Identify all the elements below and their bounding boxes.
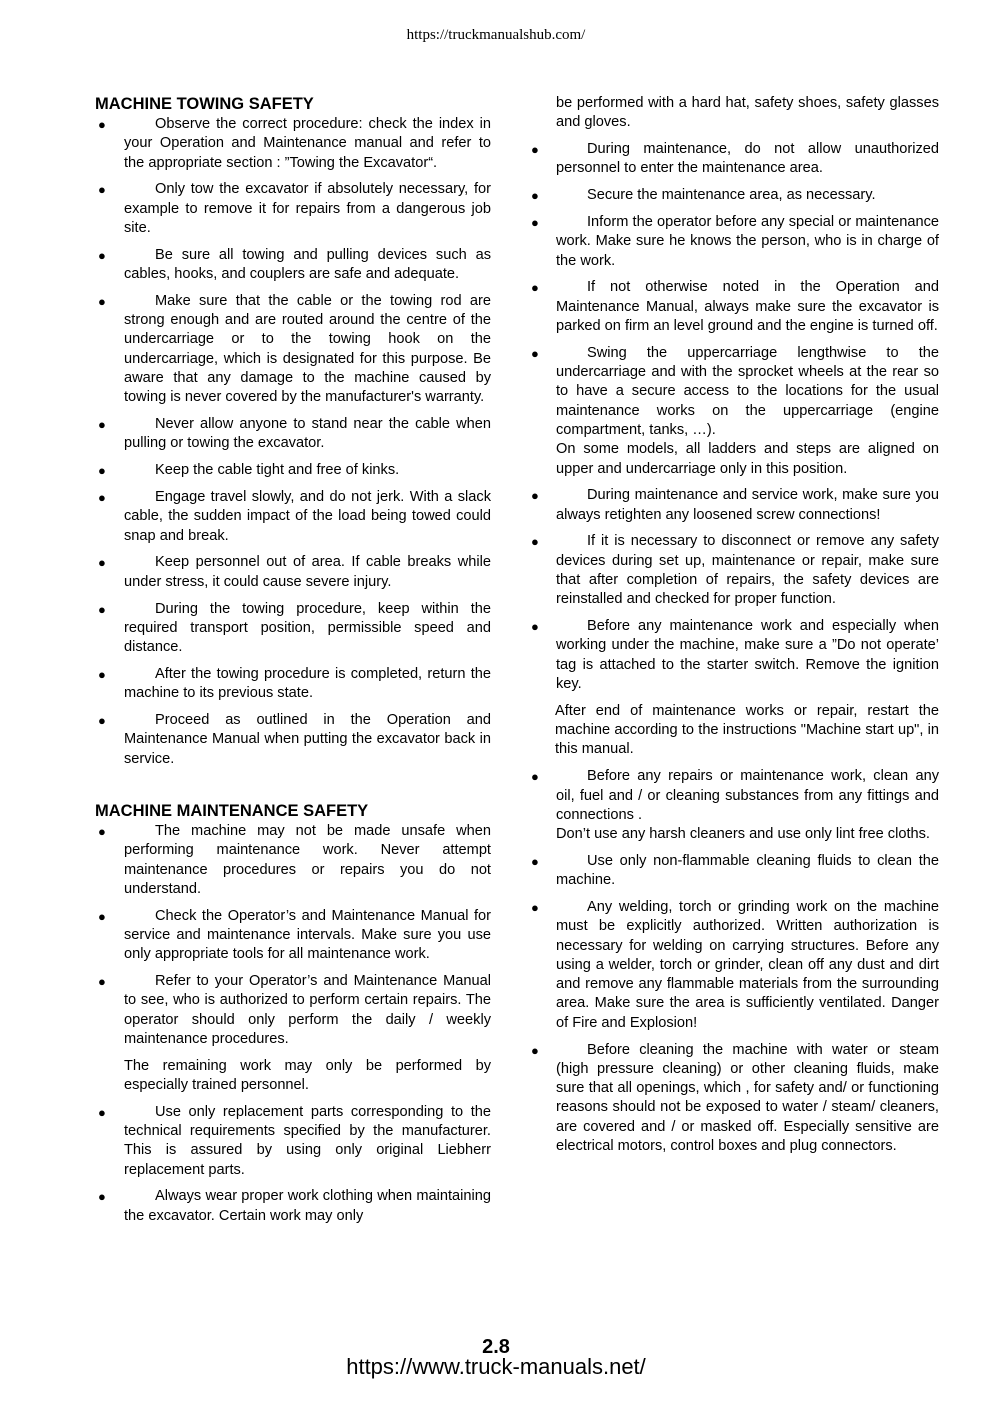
list-item-text: Keep personnel out of area. If cable breaks while under stress, it could cause severe injury. — [124, 554, 491, 590]
maintenance-safety-list — [95, 822, 491, 1049]
bullet-icon: ● — [98, 555, 106, 571]
list-item — [95, 822, 491, 899]
list-item-text: Keep the cable tight and free of kinks. — [155, 462, 400, 479]
list-item-text: During maintenance and service work, make sure you always retighten any loosened screw connections! — [556, 487, 939, 523]
clean-item-text: Before any repairs or maintenance work, clean any oil, fuel and / or cleaning substances from any fittings and connections . — [556, 768, 939, 823]
bullet-icon: ● — [98, 117, 106, 132]
bullet-icon: ● — [531, 188, 539, 204]
list-item-text: Refer to your Operator’s and Maintenance Manual to see, who is authorized to perform certain repairs. The operator should only perform the daily / weekly maintenance procedures. — [124, 972, 491, 1047]
list-item — [527, 186, 939, 205]
bullet-icon: ● — [98, 666, 106, 682]
list-item-text: Always wear proper work clothing when maintaining the excavator. Certain work may only — [124, 1188, 491, 1224]
list-item — [527, 852, 939, 891]
bullet-icon: ● — [531, 214, 539, 230]
list-item-text: Be sure all towing and pulling devices such as cables, hooks, and couplers are safe and adequate. — [124, 246, 491, 283]
list-item — [527, 344, 939, 479]
maintenance-safety-list-continued — [95, 1103, 491, 1226]
bullet-icon: ● — [98, 1189, 106, 1205]
list-item — [527, 140, 939, 179]
list-item-text: Use only replacement parts corresponding to the technical requirements specified by the manufacturer. This is assured by using only original Liebherr replacement parts. — [124, 1103, 491, 1178]
list-item — [95, 665, 491, 704]
list-item-text: Before any maintenance work and especially when working under the machine, make sure a ”Do not operate’ tag is attached to the starter switch. Remove the ignition key. — [556, 618, 939, 693]
right-list-b — [527, 486, 939, 694]
list-item — [527, 617, 939, 694]
list-item-text: The machine may not be made unsafe when performing maintenance work. Never attempt maintenance procedures or repairs you do not understand. — [124, 822, 491, 897]
bullet-icon: ● — [531, 280, 539, 296]
towing-safety-heading: MACHINE TOWING SAFETY — [95, 95, 314, 113]
continued-paragraph: be performed with a hard hat, safety shoes, safety glasses and gloves. — [556, 95, 939, 131]
bullet-icon: ● — [531, 769, 539, 785]
right-list-a — [527, 140, 939, 336]
list-item — [527, 486, 939, 525]
left-column — [95, 94, 491, 1234]
list-item — [95, 553, 491, 592]
list-item-text: Make sure that the cable or the towing rod are strong enough and are routed around the centre of the undercarriage or to the towing hook on the undercarriage, which is designated for this purpose. Be aware that any damage to the machine caused by towing is never covered by the manufacturer's warranty. — [124, 292, 491, 406]
list-item — [95, 907, 491, 965]
list-item-text: Only tow the excavator if absolutely necessary, for example to remove it for repairs from a dangerous job site. — [124, 181, 491, 236]
bullet-icon: ● — [531, 488, 539, 504]
list-item — [95, 488, 491, 546]
list-item — [527, 898, 939, 1033]
list-item-text: Use only non-flammable cleaning fluids to clean the machine. — [556, 852, 939, 889]
list-item — [527, 213, 939, 271]
bullet-icon: ● — [98, 973, 106, 989]
bullet-icon: ● — [98, 417, 106, 433]
list-item-text: During maintenance, do not allow unauthorized personnel to enter the maintenance area. — [556, 141, 939, 177]
list-item-text: Proceed as outlined in the Operation and Maintenance Manual when putting the excavator back in service. — [124, 712, 491, 767]
bullet-icon: ● — [531, 899, 539, 915]
list-item-text: After the towing procedure is completed, return the machine to its previous state. — [124, 665, 491, 702]
list-item — [95, 292, 491, 408]
bullet-icon: ● — [98, 247, 106, 263]
header-url: https://truckmanualshub.com/ — [406, 27, 586, 43]
list-item — [95, 246, 491, 285]
list-item-text: Inform the operator before any special or maintenance work. Make sure he knows the person, who is in charge of the work. — [556, 213, 939, 269]
right-list-c — [527, 852, 939, 1156]
bullet-icon: ● — [531, 345, 539, 361]
swing-item-text: Swing the uppercarriage lengthwise to the undercarriage and with the sprocket wheels at the rear so to have a secure access to the locations for the usual maintenance works on the uppercarriage (engine compartment, tanks, …). — [556, 344, 939, 438]
bullet-icon: ● — [531, 1042, 539, 1058]
list-item — [95, 972, 491, 1049]
list-item — [527, 278, 939, 336]
bullet-icon: ● — [531, 142, 539, 158]
bullet-icon: ● — [98, 713, 106, 729]
clean-item-note: Don’t use any harsh cleaners and use only lint free cloths. — [556, 826, 930, 843]
list-item — [527, 1041, 939, 1157]
list-item-text: Secure the maintenance area, as necessary. — [587, 187, 876, 204]
bullet-icon: ● — [98, 823, 106, 839]
page-number: 2.8 — [482, 1336, 510, 1358]
list-item-text: Before cleaning the machine with water or steam (high pressure cleaning) or other cleaning fluids, make sure that all openings, which , for safety and/ or functioning reasons should not be exposed to water / steam/ cleaners, are covered and / or masked off. Especially sensitive are electrical motors, control boxes and plug connectors. — [556, 1041, 939, 1155]
restart-note-text: After end of maintenance works or repair, restart the machine according to the instructions "Machine start up", in this manual. — [555, 702, 939, 758]
list-item — [527, 767, 939, 844]
list-item — [95, 711, 491, 769]
list-item-text: Never allow anyone to stand near the cable when pulling or towing the excavator. — [124, 416, 491, 452]
list-item-text: During the towing procedure, keep within the required transport position, permissible speed and distance. — [124, 600, 491, 656]
footer-url: https://www.truck-manuals.net/ — [346, 1354, 646, 1379]
bullet-icon: ● — [531, 853, 539, 869]
list-item — [95, 1187, 491, 1226]
list-item-text: Observe the correct procedure: check the index in your Operation and Maintenance manual and refer to the appropriate section : ”Towing the Excavator“. — [124, 116, 491, 171]
list-item-text: If not otherwise noted in the Operation and Maintenance Manual, always make sure the excavator is parked on firm an level ground and the engine is turned off. — [556, 279, 939, 334]
list-item — [95, 600, 491, 658]
bullet-icon: ● — [98, 463, 106, 479]
maintenance-continuation-text: The remaining work may only be performed by especially trained personnel. — [124, 1057, 491, 1093]
swing-item-note: On some models, all ladders and steps are aligned on upper and undercarriage only in this position. — [556, 441, 939, 477]
bullet-icon: ● — [531, 534, 539, 550]
bullet-icon: ● — [98, 182, 106, 198]
maintenance-safety-heading: MACHINE MAINTENANCE SAFETY — [95, 801, 369, 820]
list-item — [95, 461, 491, 480]
bullet-icon: ● — [98, 293, 106, 309]
list-item-text: Any welding, torch or grinding work on the machine must be explicitly authorized. Written authorization is necessary for welding on carrying structures. Before any using a welder, torch or grinder, clean off any dust and dirt and remove any flammable materials from the surrounding area. Make sure the area is sufficiently ventilated. Danger of Fire and Explosion! — [556, 898, 939, 1031]
towing-safety-list — [95, 115, 491, 769]
list-item — [95, 180, 491, 238]
list-item-text: Engage travel slowly, and do not jerk. With a slack cable, the sudden impact of the load being towed could snap and break. — [124, 489, 491, 544]
list-item-text: If it is necessary to disconnect or remove any safety devices during set up, maintenance or repair, make sure that after completion of repairs, the safety devices are reinstalled and checked for proper function. — [556, 533, 939, 608]
bullet-icon: ● — [98, 908, 106, 924]
bullet-icon: ● — [98, 490, 106, 506]
bullet-icon: ● — [98, 601, 106, 617]
list-item — [95, 115, 491, 173]
list-item-text: Check the Operator’s and Maintenance Manual for service and maintenance intervals. Make sure you use only appropriate tools for all maintenance work. — [124, 907, 491, 963]
bullet-icon: ● — [531, 619, 539, 635]
list-item — [95, 415, 491, 454]
right-column — [527, 94, 939, 1164]
bullet-icon: ● — [98, 1104, 106, 1120]
list-item — [95, 1103, 491, 1180]
list-item — [527, 532, 939, 609]
